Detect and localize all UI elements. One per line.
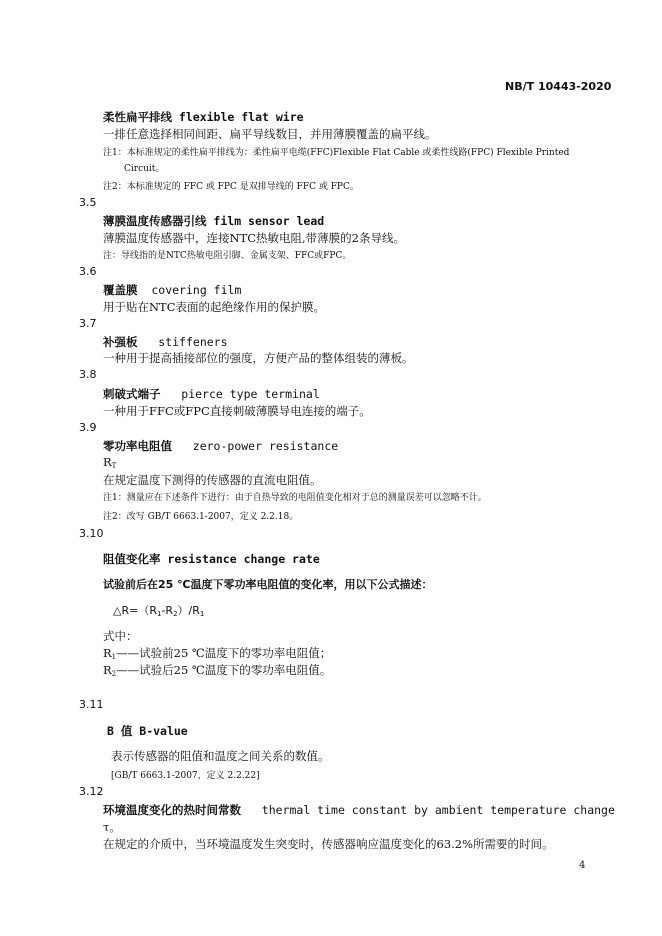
term-3-5-note: 注：导线指的是NTC热敏电阻引脚、金属支架、FFC或FPC。 [103, 251, 352, 261]
clause-number-3-7: 3.7 [79, 317, 97, 330]
term-3-9-note-2: 注2：改写 GB/T 6663.1-2007，定义 2.2.18。 [103, 512, 299, 522]
term-3-8-en: pierce type terminal [181, 387, 320, 401]
term-3-6-definition: 用于贴在NTC表面的起绝缘作用的保护膜。 [103, 300, 326, 314]
term-3-9-definition: 在规定温度下测得的传感器的直流电阻值。 [103, 473, 322, 487]
term-3-8-definition: 一种用于FFC或FPC直接刺破薄膜导电连接的端子。 [103, 404, 371, 418]
clause-number-3-8: 3.8 [79, 368, 97, 381]
document-code: NB/T 10443-2020 [505, 80, 612, 93]
term-3-9-note-1: 注1：测量应在下述条件下进行：由于自热导致的电阻值变化相对于总的测量误差可以忽略不计。 [103, 493, 487, 503]
term-3-4-note-1-cont: Circuit。 [124, 164, 165, 174]
term-3-12-definition: 在规定的介质中，当环境温度发生突变时，传感器响应温度变化的63.2%所需要的时间。 [103, 837, 554, 851]
term-3-6-en: covering film [151, 283, 242, 297]
term-3-11-source: [GB/T 6663.1-2007，定义 2.2.22] [111, 771, 260, 781]
term-3-12-symbol: τ。 [103, 820, 121, 834]
term-3-10-title: 阻值变化率 resistance change rate [103, 552, 320, 566]
term-3-4-note-2: 注2：本标准规定的 FFC 或 FPC 是双排导线的 FFC 或 FPC。 [103, 182, 359, 192]
term-3-7-cn: 补强板 [103, 335, 138, 349]
term-3-7-definition: 一种用于提高插接部位的强度，方便产品的整体组装的薄板。 [103, 351, 414, 365]
term-3-9-en: zero-power resistance [192, 439, 339, 453]
term-3-5-title: 薄膜温度传感器引线 film sensor lead [103, 214, 325, 228]
term-3-12-cn: 环境温度变化的热时间常数 [103, 803, 241, 817]
clause-number-3-6: 3.6 [79, 265, 97, 278]
term-3-11-definition: 表示传感器的阻值和温度之间关系的数值。 [111, 749, 330, 763]
resistance-change-formula: $\triangle R=(R_1-R_2)/R_1$ [113, 604, 205, 618]
formula-var-r2: $R_2——$试验后25 ℃温度下的零功率电阻值。 [103, 663, 332, 678]
term-3-5-definition: 薄膜温度传感器中，连接NTC热敏电阻,带薄膜的2条导线。 [103, 231, 406, 245]
term-3-8-title [103, 386, 320, 402]
clause-number-3-9: 3.9 [79, 421, 97, 434]
term-3-4-title: 柔性扁平排线 flexible flat wire [103, 110, 304, 124]
term-3-7-title [103, 334, 228, 350]
term-3-4-definition: 一排任意选择相同间距、扁平导线数目，并用薄膜覆盖的扁平线。 [103, 127, 437, 141]
term-3-4-note-1: 注1：本标准规定的柔性扁平排线为：柔性扁平电缆(FFC)Flexible Flat Cable 或柔性线路(FPC) Flexible Printed [103, 148, 570, 158]
term-3-6-cn: 覆盖膜 [103, 283, 138, 297]
term-3-6-title [103, 282, 241, 298]
term-3-12-en: thermal time constant by ambient temperature change [261, 803, 615, 817]
term-3-9-cn: 零功率电阻值 [103, 439, 172, 453]
clause-number-3-12: 3.12 [79, 785, 104, 798]
page-number: 4 [579, 860, 586, 871]
term-3-9-title [103, 438, 338, 454]
formula-where-label: 式中： [103, 629, 138, 643]
term-3-11-title: B 值 B-value [107, 724, 188, 738]
term-3-10-intro: 试验前后在25 ℃温度下零功率电阻值的变化率，用以下公式描述： [103, 578, 433, 591]
clause-number-3-11: 3.11 [79, 698, 104, 711]
clause-number-3-10: 3.10 [79, 527, 104, 540]
term-3-7-en: stiffeners [158, 335, 228, 349]
formula-var-r1: $R_1——$试验前25 ℃温度下的零功率电阻值； [103, 646, 332, 661]
term-3-8-cn: 刺破式端子 [103, 387, 161, 401]
clause-number-3-5: 3.5 [79, 196, 97, 209]
term-3-12-title [103, 802, 615, 818]
term-3-9-symbol: $R_T$ [103, 455, 117, 470]
